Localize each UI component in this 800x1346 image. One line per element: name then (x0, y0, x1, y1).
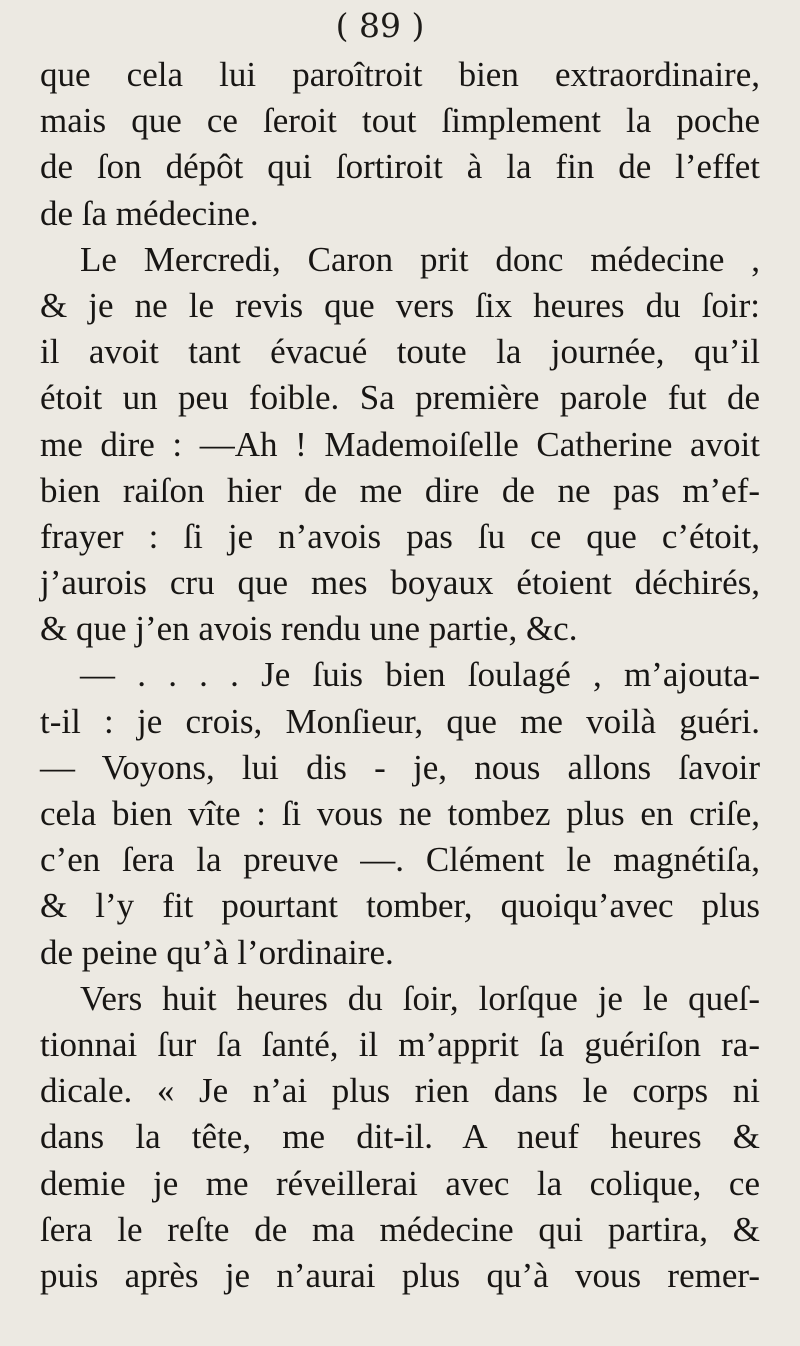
text-line: ſera le reſte de ma médecine qui partira, & (40, 1209, 760, 1249)
text-line: & que j’en avois rendu une partie, &c. (40, 609, 578, 649)
page-number: ( 89 ) (335, 6, 425, 45)
text-line: c’en ſera la preuve —. Clément le magnétiſa, (40, 840, 760, 880)
text-line: — . . . . Je ſuis bien ſoulagé , m’ajouta- (80, 655, 760, 695)
text-line: j’aurois cru que mes boyaux étoient déchirés, (40, 563, 760, 603)
text-line: — Voyons, lui dis - je, nous allons ſavoir (40, 747, 760, 787)
text-line: tionnai ſur ſa ſanté, il m’apprit ſa guériſon ra- (40, 1024, 760, 1064)
text-line: mais que ce ſeroit tout ſimplement la poche (40, 101, 760, 141)
text-line: bien raiſon hier de me dire de ne pas m’ef- (40, 470, 760, 510)
text-line: dans la tête, me dit-il. A neuf heures & (40, 1117, 760, 1157)
text-line: frayer : ſi je n’avois pas ſu ce que c’étoit, (40, 516, 760, 556)
text-line: cela bien vîte : ſi vous ne tombez plus en criſe, (40, 794, 760, 833)
body-text (40, 52, 760, 1299)
text-line: Le Mercredi, Caron prit donc médecine , (80, 239, 760, 279)
text-line: il avoit tant évacué toute la journée, qu’il (40, 332, 760, 372)
text-line: que cela lui paroîtroit bien extraordinaire, (40, 55, 760, 94)
text-line: & je ne le revis que vers ſix heures du ſoir: (40, 285, 760, 325)
text-line: me dire : —Ah ! Mademoiſelle Catherine avoit (40, 424, 760, 464)
text-line: demie je me réveillerai avec la colique, ce (40, 1163, 760, 1203)
text-line: puis après je n’aurai plus qu’à vous remer- (40, 1255, 760, 1295)
text-line: Vers huit heures du ſoir, lorſque je le queſ- (80, 978, 760, 1018)
text-line: de ſa médecine. (40, 193, 259, 233)
text-line: dicale. « Je n’ai plus rien dans le corps ni (40, 1071, 760, 1111)
text-line: étoit un peu foible. Sa première parole fut de (40, 378, 760, 418)
text-line: & l’y fit pourtant tomber, quoiqu’avec plus (40, 886, 760, 926)
text-line: de peine qu’à l’ordinaire. (40, 932, 394, 972)
text-line: t-il : je crois, Monſieur, que me voilà guéri. (40, 701, 760, 741)
text-line: de ſon dépôt qui ſortiroit à la fin de l’effet (40, 147, 760, 187)
